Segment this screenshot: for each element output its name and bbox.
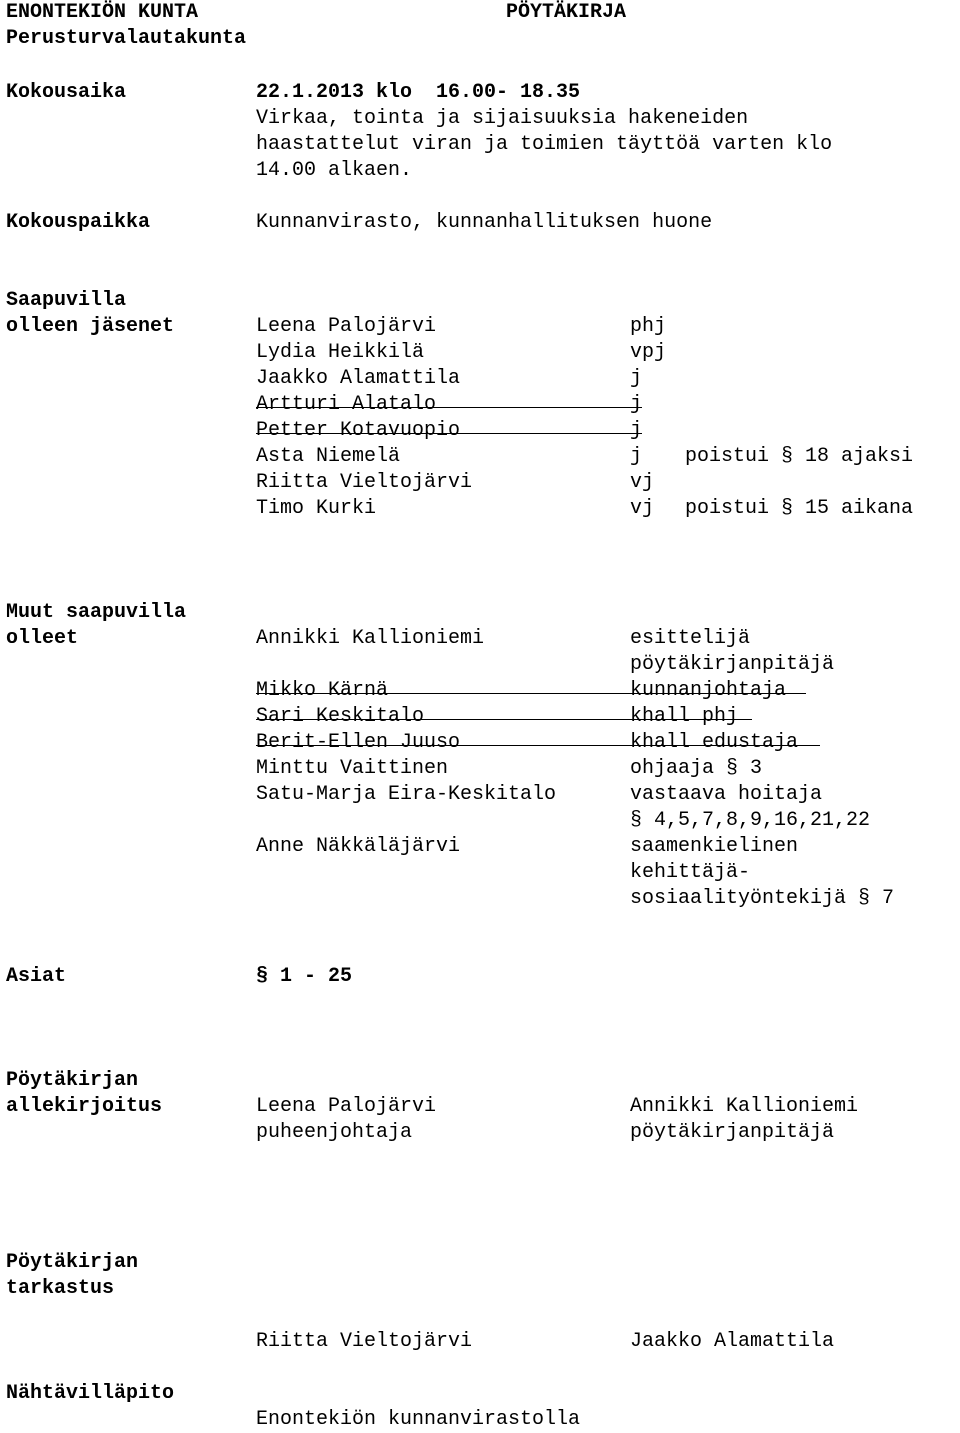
member-note: poistui § 18 ajaksi — [685, 445, 914, 468]
attendee-name: Anne Näkkäläjärvi — [256, 835, 461, 858]
member-role: j — [630, 367, 643, 390]
members-label: Saapuvilla — [6, 289, 127, 312]
reviewer-right-name: Jaakko Alamattila — [630, 1330, 835, 1353]
attendee-role-struck: khall edustaja — [630, 731, 799, 754]
member-role: vpj — [630, 341, 667, 364]
matters-value: § 1 - 25 — [256, 965, 353, 988]
document-type: PÖYTÄKIRJA — [506, 1, 627, 24]
attendee-name: Minttu Vaittinen — [256, 757, 449, 780]
others-label: Muut saapuvilla — [6, 601, 187, 624]
attendee-name: Annikki Kallioniemi — [256, 627, 485, 650]
municipality-name: ENONTEKIÖN KUNTA — [6, 1, 199, 24]
meeting-time-value: 22.1.2013 klo 16.00- 18.35 — [256, 81, 581, 104]
attendee-role: pöytäkirjanpitäjä — [630, 653, 835, 676]
meeting-place-label: Kokouspaikka — [6, 211, 151, 234]
member-role: vj — [630, 471, 655, 494]
attendee-name-struck: Mikko Kärnä — [256, 679, 389, 702]
signer-left-title: puheenjohtaja — [256, 1121, 413, 1144]
attendee-role: vastaava hoitaja — [630, 783, 823, 806]
attendee-role-struck: kunnanjohtaja — [630, 679, 787, 702]
attendee-role: § 4,5,7,8,9,16,21,22 — [630, 809, 871, 832]
member-name-struck: Artturi Alatalo — [256, 393, 437, 416]
strikethrough-line — [256, 407, 642, 408]
meeting-time-label: Kokousaika — [6, 81, 127, 104]
board-name: Perusturvalautakunta — [6, 27, 247, 50]
signature-label: allekirjoitus — [6, 1095, 163, 1118]
member-name: Jaakko Alamattila — [256, 367, 461, 390]
display-label: Nähtävilläpito — [6, 1382, 175, 1405]
attendee-role: kehittäjä- — [630, 861, 751, 884]
strikethrough-line — [256, 745, 820, 746]
attendee-role: saamenkielinen — [630, 835, 799, 858]
display-value: Enontekiön kunnanvirastolla — [256, 1408, 581, 1431]
member-note: poistui § 15 aikana — [685, 497, 914, 520]
attendee-name: Satu-Marja Eira-Keskitalo — [256, 783, 557, 806]
member-role: phj — [630, 315, 667, 338]
member-name: Timo Kurki — [256, 497, 377, 520]
strikethrough-line — [256, 693, 806, 694]
review-label: Pöytäkirjan — [6, 1251, 139, 1274]
others-label: olleet — [6, 627, 79, 650]
attendee-name-struck: Sari Keskitalo — [256, 705, 425, 728]
member-role: vj — [630, 497, 655, 520]
signature-label: Pöytäkirjan — [6, 1069, 139, 1092]
meeting-time-note: Virkaa, tointa ja sijaisuuksia hakeneiden — [256, 107, 749, 130]
member-name: Leena Palojärvi — [256, 315, 437, 338]
member-name: Riitta Vieltojärvi — [256, 471, 473, 494]
signer-left-name: Leena Palojärvi — [256, 1095, 437, 1118]
review-label: tarkastus — [6, 1277, 115, 1300]
member-name-struck: Petter Kotavuopio — [256, 419, 461, 442]
attendee-role: ohjaaja § 3 — [630, 757, 763, 780]
meeting-time-note: 14.00 alkaen. — [256, 159, 413, 182]
strikethrough-line — [256, 719, 752, 720]
attendee-role: sosiaalityöntekijä § 7 — [630, 887, 895, 910]
signer-right-name: Annikki Kallioniemi — [630, 1095, 859, 1118]
meeting-place-value: Kunnanvirasto, kunnanhallituksen huone — [256, 211, 713, 234]
attendee-name-struck: Berit-Ellen Juuso — [256, 731, 461, 754]
strikethrough-line — [256, 433, 642, 434]
member-name: Lydia Heikkilä — [256, 341, 425, 364]
attendee-role-struck: khall phj — [630, 705, 739, 728]
matters-label: Asiat — [6, 965, 67, 988]
meeting-time-note: haastattelut viran ja toimien täyttöä varten klo — [256, 133, 833, 156]
member-name: Asta Niemelä — [256, 445, 401, 468]
member-role-struck: j — [630, 393, 643, 416]
member-role: j — [630, 445, 643, 468]
member-role-struck: j — [630, 419, 643, 442]
signer-right-title: pöytäkirjanpitäjä — [630, 1121, 835, 1144]
reviewer-left-name: Riitta Vieltojärvi — [256, 1330, 473, 1353]
attendee-role: esittelijä — [630, 627, 751, 650]
members-label: olleen jäsenet — [6, 315, 175, 338]
